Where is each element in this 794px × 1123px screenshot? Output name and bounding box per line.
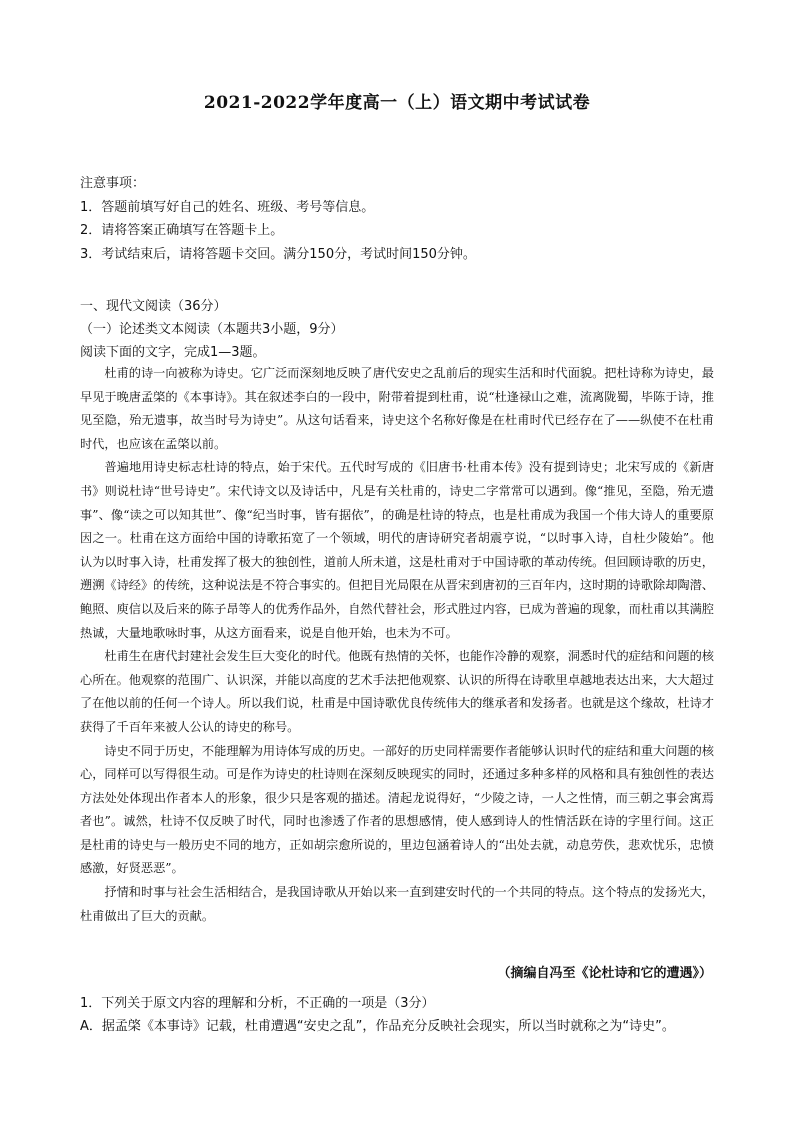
- passage-source: （摘编自冯至《论杜诗和它的遭遇》）: [497, 966, 712, 981]
- subsection-heading: （一）论述类文本阅读（本题共3小题，9分）: [80, 322, 344, 337]
- passage-paragraph: 普遍地用诗史标志杜诗的特点，始于宋代。五代时写成的《旧唐书·杜甫本传》没有提到诗史；北宋写成的《新唐书》则说杜诗“世号诗史”。宋代诗文以及诗话中，凡是有关杜甫的，诗史二字常常可以遇到。像“推见，至隐，殆无遗事”、像“读之可以知其世”、像“纪当时事，皆有据依”，的确是杜诗的特点，也是杜甫成为我国一个伟大诗人的重要原因之一。杜甫在这方面给中国的诗歌拓宽了一个领域，明代的唐诗研究者胡震亨说，“以时事入诗，自杜少陵始”。他认为以时事入诗，杜甫发挥了极大的独创性，道前人所未道，这是杜甫对于中国诗歌的革动传统。但回顾诗歌的历史，遡溯《诗经》的传统，这种说法是不符合事实的。但把目光局限在从晋宋到唐初的三百年内，这时期的诗歌除却陶潜、鲍照、庾信以及后来的陈子昂等人的优秀作品外，自然代替社会，形式胜过内容，已成为普遍的现象，而杜甫以其满腔热诚，大量地歌咏时事，从这方面看来，说是自他开始，也未为不可。: [80, 460, 714, 640]
- reading-instruction: 阅读下面的文字，完成1—3题。: [80, 345, 266, 360]
- passage-paragraph: 杜甫生在唐代封建社会发生巨大变化的时代。他既有热情的关怀，也能作冷静的观察，洞悉时代的症结和问题的核心所在。他观察的范围广、认识深，并能以高度的艺术手法把他观察、认识的所得在诗歌里卓越地表达出来，大大超过了在他以前的任何一个诗人。所以我们说，杜甫是中国诗歌优良传统伟大的继承者和发扬者。也就是这个缘故，杜诗才获得了千百年来被人公认的诗史的称号。: [80, 649, 714, 734]
- notice-item: 1．答题前填写好自己的姓名、班级、考号等信息。: [80, 199, 375, 215]
- notice-heading: 注意事项：: [80, 176, 146, 191]
- passage-paragraph: 杜甫的诗一向被称为诗史。它广泛而深刻地反映了唐代安史之乱前后的现实生活和时代面貌。把杜诗称为诗史，最早见于晚唐孟棨的《本事诗》。其在叙述李白的一段中，附带着提到杜甫，说“杜逢禄山之难，流离陇蜀，毕陈于诗，推见至隐，殆无遗事，故当时号为诗史”。从这句话看来，诗史这个名称好像是在杜甫时代已经存在了——纵使不在杜甫时代，也应该在孟棨以前。: [80, 366, 714, 451]
- question-stem: 1．下列关于原文内容的理解和分析，不正确的一项是（3分）: [80, 996, 435, 1011]
- question-1: [80, 992, 740, 1038]
- passage-paragraph: 诗史不同于历史，不能理解为用诗体写成的历史。一部好的历史同样需要作者能够认识时代的症结和重大问题的核心，同样可以写得很生动。可是作为诗史的杜诗则在深刻反映现实的同时，还通过多种多样的风格和具有独创性的表达方法处处体现出作者本人的形象，很少只是客观的描述。清起龙说得好，“少陵之诗，一人之性情，而三朝之事会寓焉者也”。诚然，杜诗不仅反映了时代，同时也渗透了作者的思想感情，使人感到诗人的性情活跃在诗的字里行间。这正是杜甫的诗史与一般历史不同的地方，正如胡宗愈所说的，里边包涵着诗人的“出处去就，动息劳佚，悲欢忧乐，忠愤感激，好贤恶恶”。: [80, 743, 714, 876]
- notice-item: 3．考试结束后，请将答题卡交回。满分150分，考试时间150分钟。: [80, 246, 476, 262]
- page-title: 2021-2022学年度高一（上）语文期中考试试卷: [203, 93, 591, 113]
- section-heading: 一、现代文阅读（36分）: [80, 299, 227, 314]
- section-header: [80, 295, 720, 364]
- reading-passage: [80, 362, 714, 928]
- passage-paragraph: 抒情和时事与社会生活相结合，是我国诗歌从开始以来一直到建安时代的一个共同的特点。这个特点的发扬光大，杜甫做出了巨大的贡献。: [80, 885, 714, 923]
- question-option-a: A．据孟棨《本事诗》记载，杜甫遭遇“安史之乱”，作品充分反映社会现实，所以当时就称之为“诗史”。: [80, 1019, 675, 1034]
- notice-block: [80, 172, 720, 266]
- notice-item: 2．请将答案正确填写在答题卡上。: [80, 223, 284, 238]
